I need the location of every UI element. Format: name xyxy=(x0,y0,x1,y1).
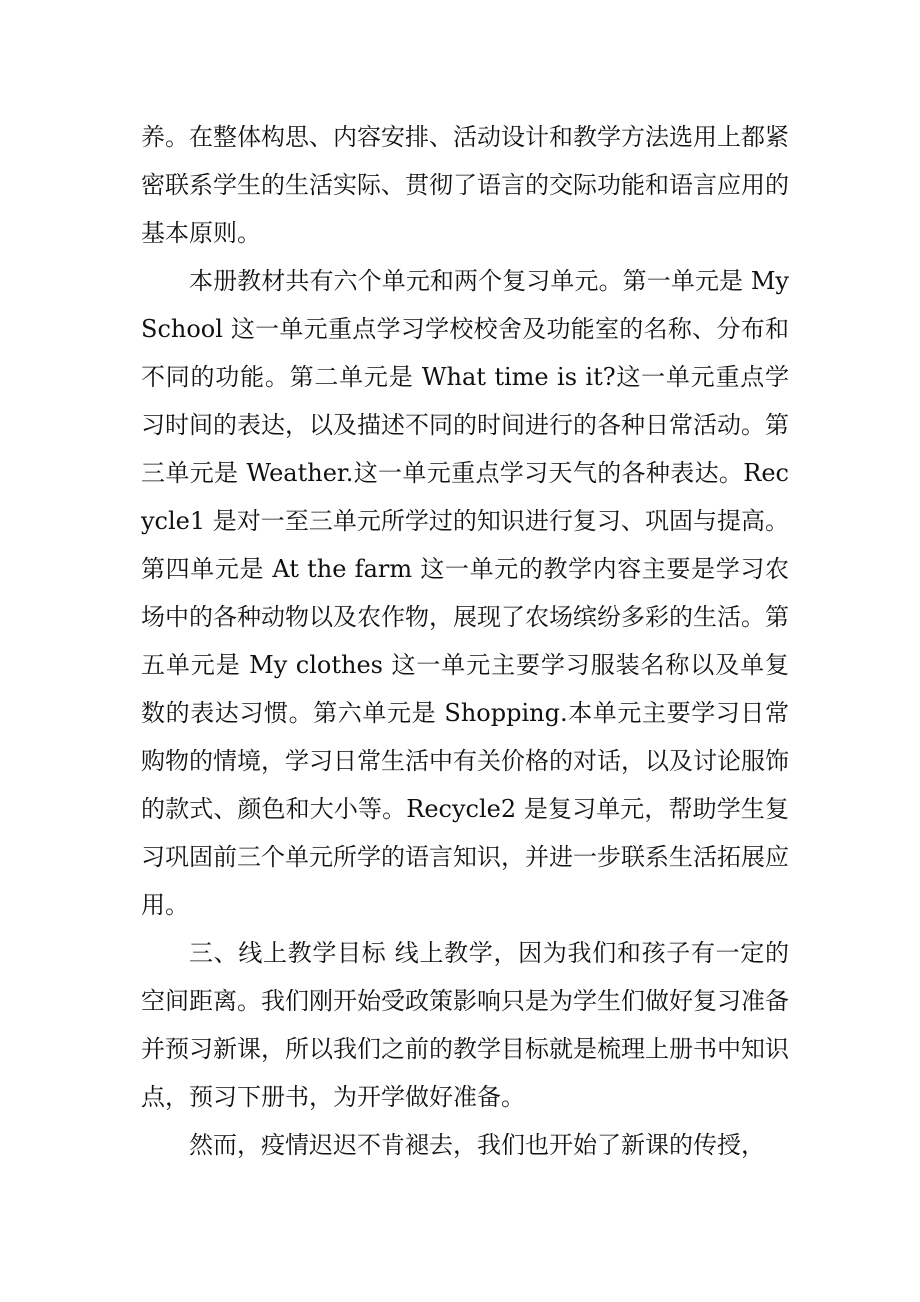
paragraph-textbook-units: 本册教材共有六个单元和两个复习单元。第一单元是 My School 这一单元重点学习学校校舍及功能室的名称、分布和不同的功能。第二单元是 What time is it?这一单元重点学习时间的表达，以及描述不同的时间进行的各种日常活动。第三单元是 Weather.这一单元重点学习天气的各种表达。Recycle1 是对一至三单元所学过的知识进行复习、巩固与提高。第四单元是 At the farm 这一单元的教学内容主要是学习农场中的各种动物以及农作物，展现了农场缤纷多彩的生活。第五单元是 My clothes 这一单元主要学习服装名称以及单复数的表达习惯。第六单元是 Shopping.本单元主要学习日常购物的情境，学习日常生活中有关价格的对话，以及讨论服饰的款式、颜色和大小等。Recycle2 是复习单元，帮助学生复习巩固前三个单元所学的语言知识，并进一步联系生活拓展应用。 xyxy=(141,267,789,919)
paragraph-continuation: 养。在整体构思、内容安排、活动设计和教学方法选用上都紧密联系学生的生活实际、贯彻了语言的交际功能和语言应用的基本原则。 xyxy=(141,123,789,247)
document-body xyxy=(141,113,789,1169)
paragraph-new-lessons: 然而，疫情迟迟不肯褪去，我们也开始了新课的传授， xyxy=(189,1131,765,1159)
paragraph-online-teaching-goals: 三、线上教学目标 线上教学，因为我们和孩子有一定的空间距离。我们刚开始受政策影响只是为学生们做好复习准备并预习新课，所以我们之前的教学目标就是梳理上册书中知识点，预习下册书，为开学做好准备。 xyxy=(141,939,789,1111)
